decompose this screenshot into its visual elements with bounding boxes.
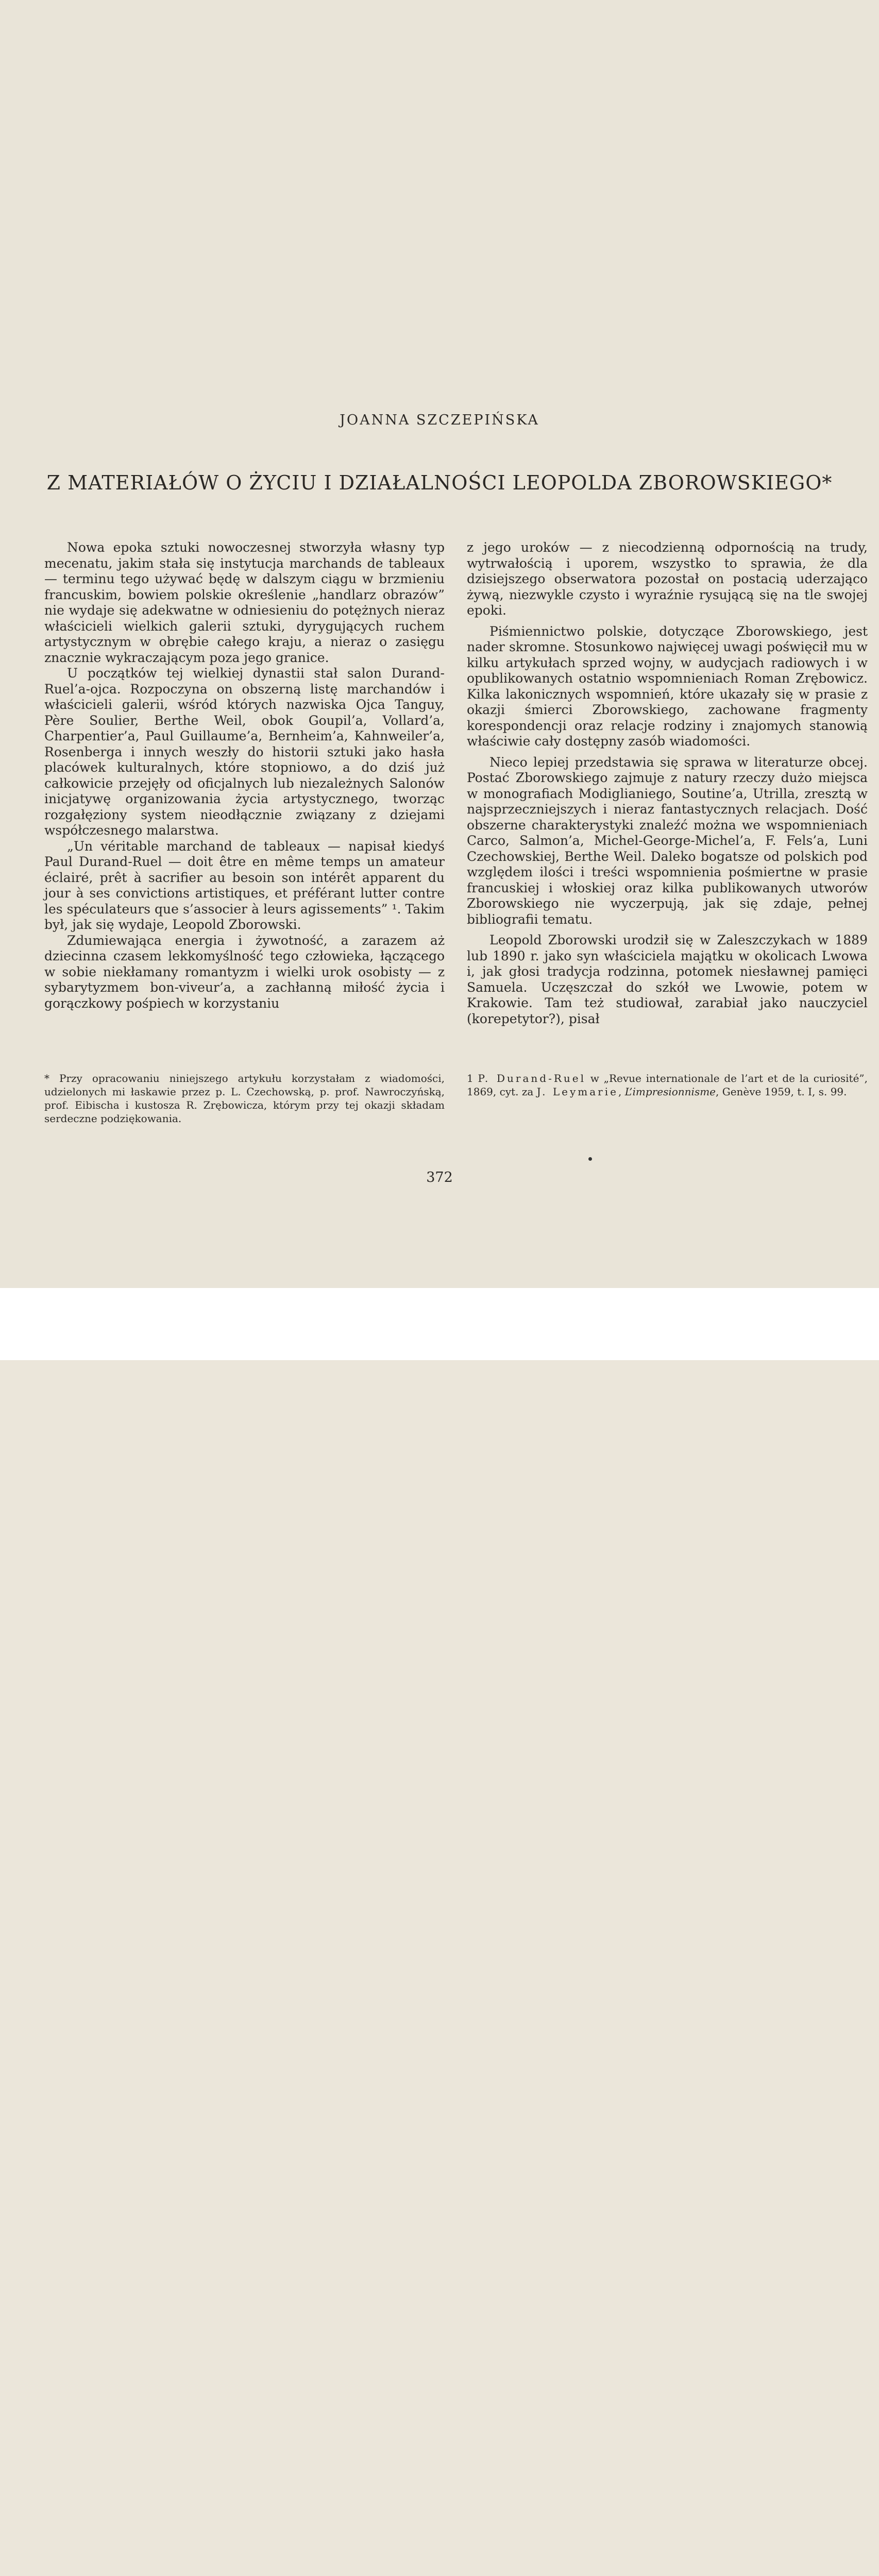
footnote-author: P. Durand-Ruel — [478, 1072, 586, 1084]
footnote-left: * Przy opracowaniu niniejszego artykułu korzystałam z wiadomości, udzielonych mi łaskawie przez p. L. Czechowską, p. prof. Nawroczyńską, prof. Eibischa i kustosza R. Zrębowicza, którym przy tej okazji składam serdeczne podziękowania. — [44, 1072, 445, 1125]
paragraph: Nowa epoka sztuki nowoczesnej stworzyła własny typ mecenatu, jakim stała się instytucja marchands de tableaux — terminu tego używać będę w dalszym ciągu w brzmieniu francuskim, bowiem polskie określenie „handlarz obrazów” nie wydaje się adekwatne w odniesieniu do potężnych nieraz właścicieli wielkich galerii sztuki, dyrygujących ruchem artystycznym w obrębie całego kraju, a nieraz o zasięgu znacznie wykraczającym poza jego granice. — [44, 540, 445, 665]
page-number: 372 — [426, 1170, 453, 1185]
footnote-book-title: L’impresionnisme — [624, 1086, 716, 1098]
paragraph: z jego uroków — z niecodzienną odpornością na trudy, wytrwałością i uporem, wszystko to sprawia, że dla dzisiejszego obserwatora pozostał on postacią uderzająco żywą, niezwykle czysto i wyraźnie rysującą się na tle swojej epoki. — [467, 540, 868, 618]
paragraph: Nieco lepiej przedstawia się sprawa w literaturze obcej. Postać Zborowskiego zajmuje z natury rzeczy dużo miejsca w monografiach Modiglianiego, Soutine’a, Utrilla, zresztą w najsprzeczniejszych i nieraz fantastycznych relacjach. Dość obszerne charakterystyki znaleźć można we wspomnieniach Carco, Salmon’a, Michel-George-Michel’a, F. Fels’a, Luni Czechowskiej, Berthe Weil. Daleko bogatsze od polskich pod względem ilości i treści wspomnienia pośmiertne w prasie francuskiej i włoskiej oraz kilka publikowanych utworów Zborowskiego nie wyczerpują, jak się zdaje, pełnej bibliografii tematu. — [467, 754, 868, 927]
footnote-text-3: , Genève 1959, t. I, s. 99. — [716, 1086, 847, 1098]
footnote-right — [467, 1072, 868, 1098]
paragraph: Zdumiewająca energia i żywotność, a zarazem aż dziecinna czasem lekkomyślność tego człowieka, łączącego w sobie niekłamany romantyzm i wielki urok osobisty — z sybarytyzmem bon-viveur’a, a zachłanną miłość życia i gorączkowy pośpiech w korzystaniu — [44, 933, 445, 1011]
article-title: Z MATERIAŁÓW O ŻYCIU I DZIAŁALNOŚCI LEOPOLDA ZBOROWSKIEGO* — [46, 471, 833, 494]
article-author: JOANNA SZCZEPIŃSKA — [340, 412, 539, 428]
footnote-author-2: J. Leymarie — [536, 1086, 618, 1098]
paragraph: Leopold Zborowski urodził się w Zaleszczykach w 1889 lub 1890 r. jako syn właściciela majątku w okolicach Lwowa i, jak głosi tradycja rodzinna, potomek niesławnej pamięci Samuela. Uczęszczał do szkół we Lwowie, potem w Krakowie. Tam też studiował, zarabiał jako nauczyciel (korepetytor?), pisał — [467, 933, 868, 1026]
ink-dot — [588, 1157, 592, 1161]
right-column — [467, 540, 868, 1027]
left-column — [44, 540, 445, 1011]
paragraph: Piśmiennictwo polskie, dotyczące Zborowskiego, jest nader skromne. Stosunkowo najwięcej uwagi poświęcił mu w kilku artykułach sprzed wojny, w audycjach radiowych i w opublikowanych ostatnio wspomnieniach Roman Zrębowicz. Kilka lakonicznych wspomnień, które ukazały się w prasie z okazji śmierci Zborowskiego, zachowane fragmenty korespondencji oraz relacje rodziny i znajomych stanowią właściwie cały dostępny zasób wiadomości. — [467, 623, 868, 749]
footnote-text: w „Revue internationale de l’art et de la curiosité”, 1869, cyt. za — [467, 1072, 868, 1098]
paragraph: „Un véritable marchand de tableaux — napisał kiedyś Paul Durand-Ruel — doit être en même temps un amateur éclairé, prêt à sacrifier au besoin son intérêt apparent du jour à ses convictions artistiques, et préférant lutter contre les spéculateurs que s’associer à leurs agissements” ¹. Takim był, jak się wydaje, Leopold Zborowski. — [44, 838, 445, 932]
paragraph: U początków tej wielkiej dynastii stał salon Durand-Ruel’a-ojca. Rozpoczyna on obszerną listę marchandów i właścicieli galerii, wśród których nazwiska Ojca Tanguy, Père Soulier, Berthe Weil, obok Goupil’a, Vollard’a, Charpentier’a, Paul Guillaume’a, Bernheim’a, Kahnweiler’a, Rosenberga i innych weszły do historii sztuki jako hasła placówek kulturalnych, które stopniowo, a do dziś już całkowicie przejęły od oficjalnych lub niezależnych Salonów inicjatywę organizowania życia artystycznego, tworząc rozgałęziony system nieodłącznie związany z dziejami współczesnego malarstwa. — [44, 666, 445, 838]
footnote-marker: 1 — [467, 1072, 474, 1084]
viewer-footer — [0, 1288, 879, 1360]
footnote-text-2: , — [618, 1086, 625, 1098]
